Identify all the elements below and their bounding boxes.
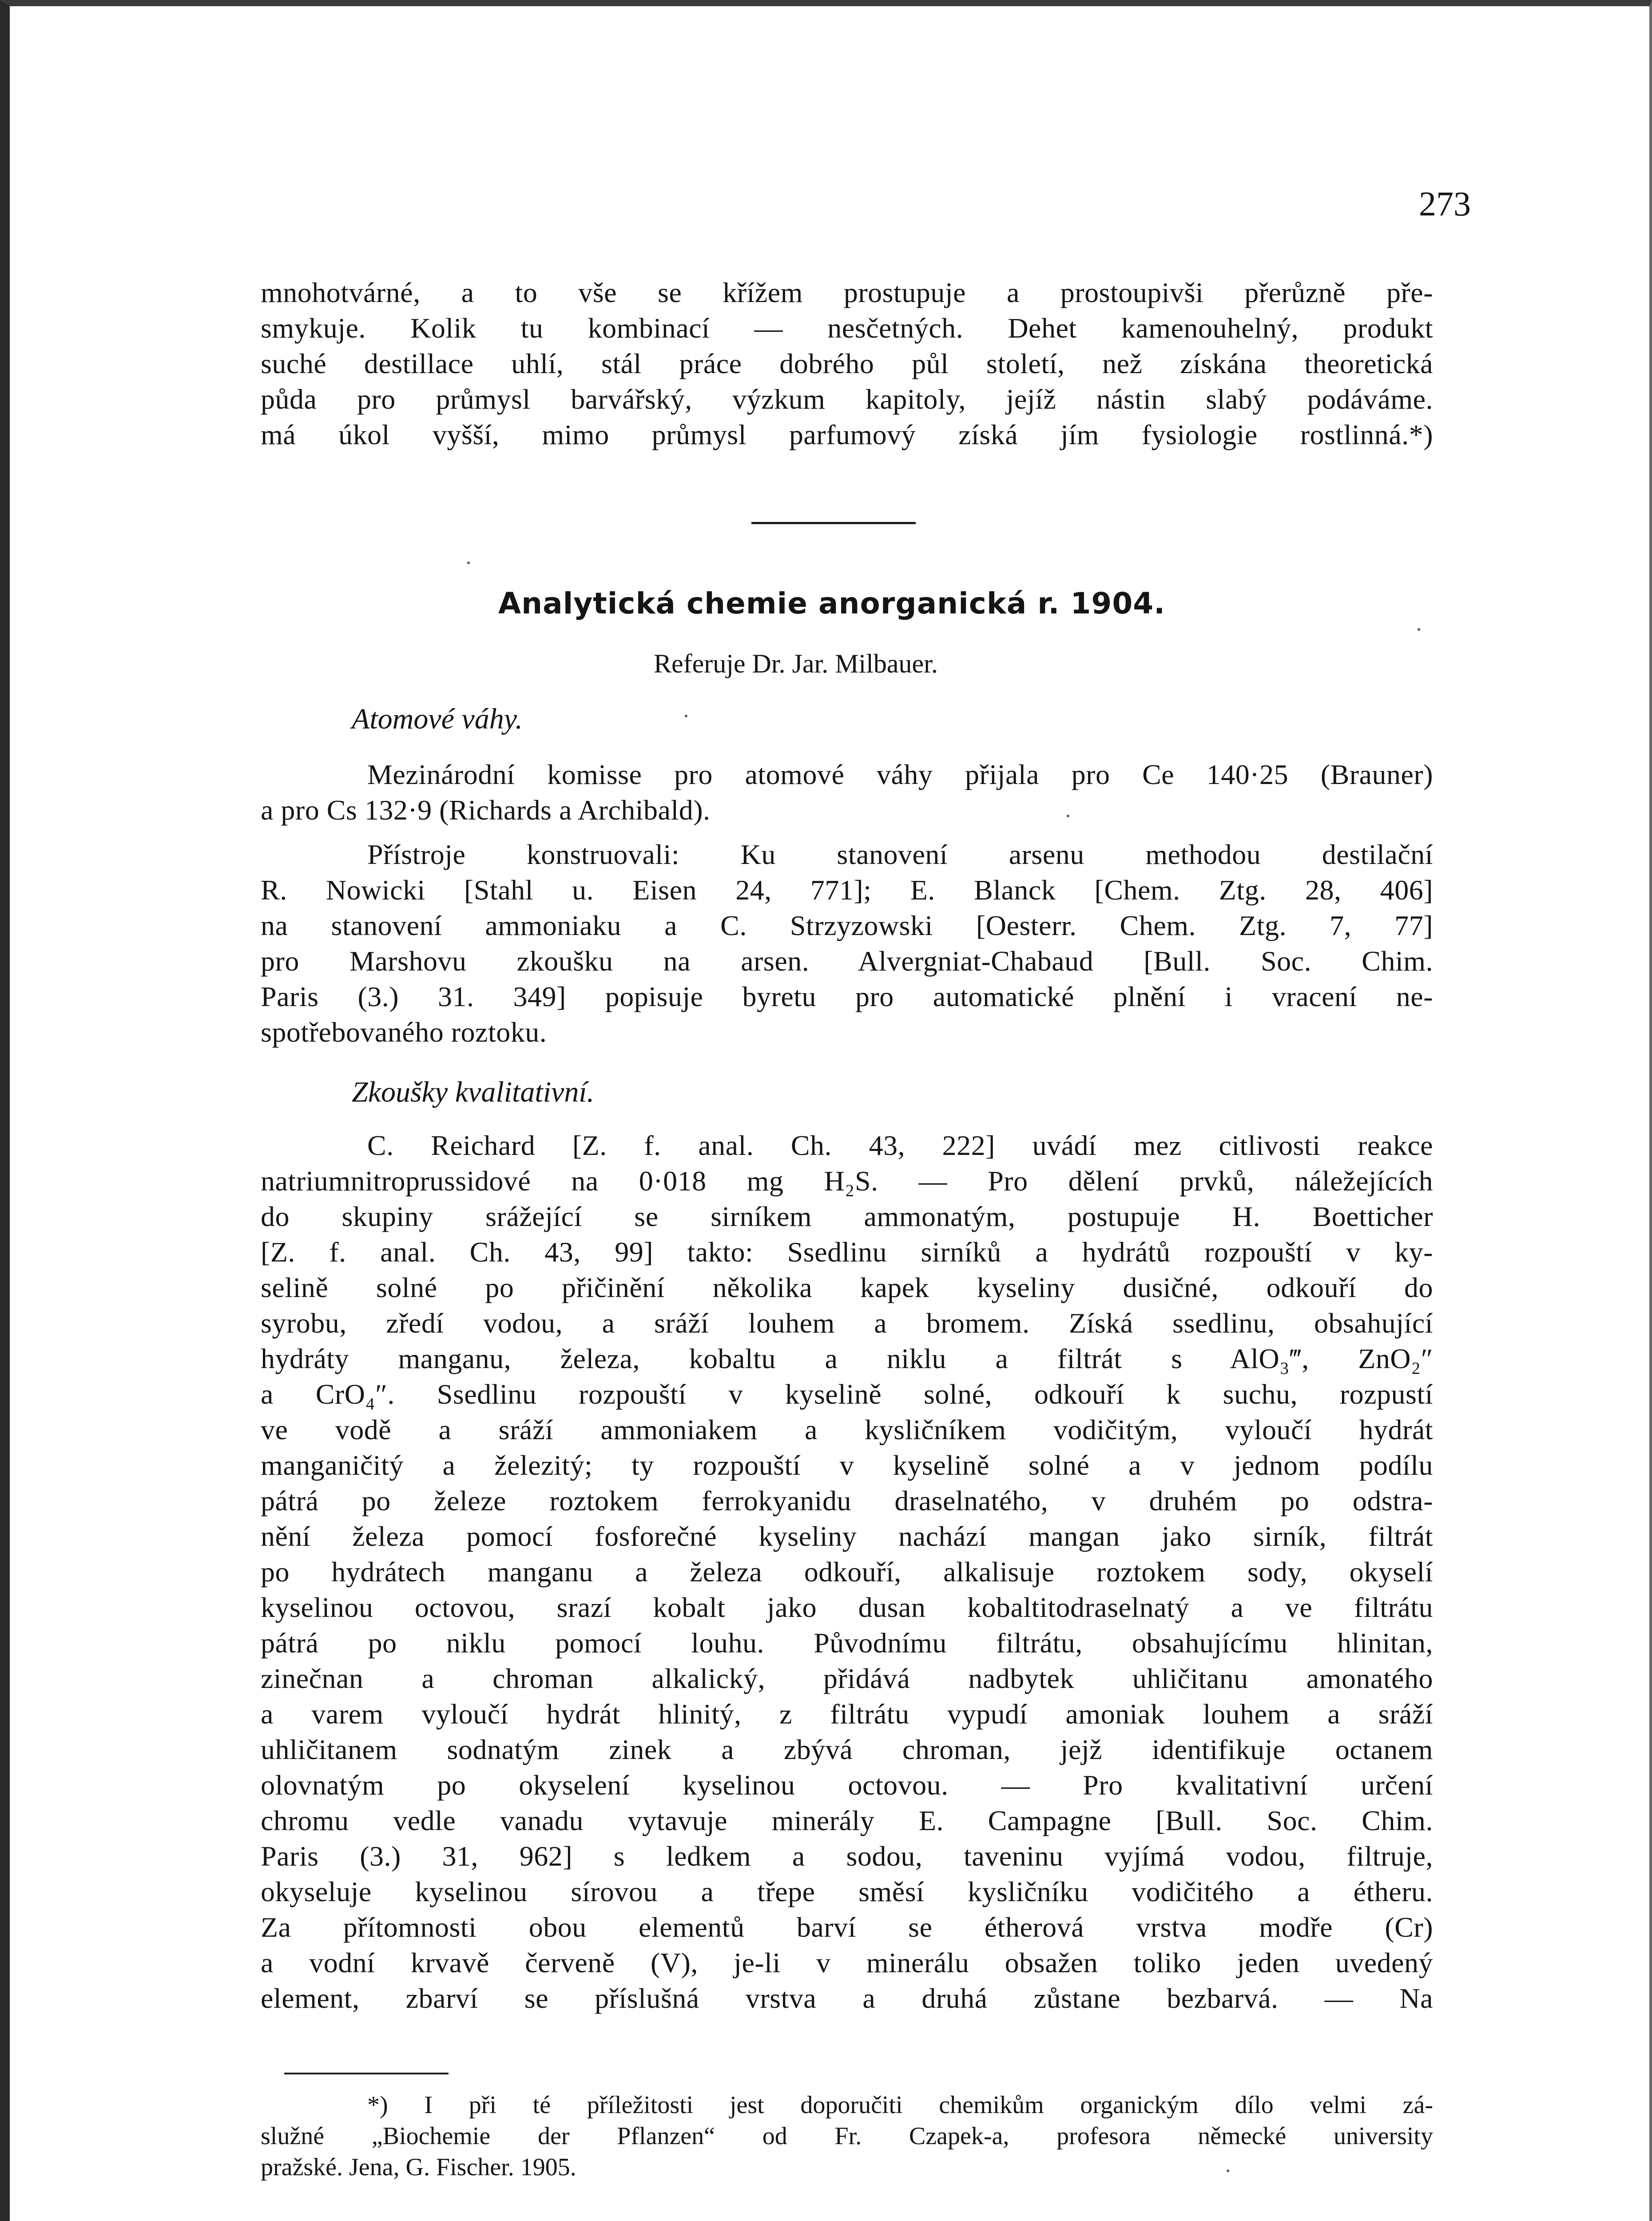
footnote-divider bbox=[284, 2073, 449, 2074]
text-line: mnohotvárné, a to vše se křížem prostupuje a prostoupivši přerůzně pře- bbox=[261, 277, 1433, 308]
text-line: pro Marshovu zkoušku na arsen. Alvergniat-Chabaud [Bull. Soc. Chim. bbox=[261, 945, 1433, 977]
page-number: 273 bbox=[1419, 184, 1471, 223]
text-line: ve vodě a sráží ammoniakem a kysličníkem vodičitým, vyloučí hydrát bbox=[261, 1414, 1433, 1445]
scan-speck bbox=[1418, 628, 1420, 631]
article-byline: Referuje Dr. Jar. Milbauer. bbox=[654, 649, 938, 678]
text-line: element, zbarví se příslušná vrstva a druhá zůstane bezbarvá. — Na bbox=[261, 1982, 1433, 2014]
section-heading-atomic-weights: Atomové váhy. bbox=[352, 703, 523, 735]
text-line: hydráty manganu, železa, kobaltu a niklu a filtrát s AlO₃‴, ZnO₂″ bbox=[261, 1343, 1433, 1374]
text-line: C. Reichard [Z. f. anal. Ch. 43, 222] uvádí mez citlivosti reakce bbox=[367, 1130, 1433, 1161]
text-line: chromu vedle vanadu vytavuje minerály E. Campagne [Bull. Soc. Chim. bbox=[261, 1805, 1433, 1836]
text-line: nění železa pomocí fosforečné kyseliny nachází mangan jako sirník, filtrát bbox=[261, 1520, 1433, 1552]
text-line: do skupiny srážející se sirníkem ammonatým, postupuje H. Boetticher bbox=[261, 1201, 1433, 1232]
text-line: Za přítomnosti obou elementů barví se étherová vrstva modře (Cr) bbox=[261, 1911, 1433, 1943]
section-divider bbox=[751, 522, 916, 524]
scan-speck bbox=[467, 561, 470, 564]
text-line: půda pro průmysl barvářský, výzkum kapitoly, jejíž nástin slabý podáváme. bbox=[261, 383, 1433, 415]
article-title: Analytická chemie anorganická r. 1904. bbox=[498, 586, 1166, 621]
text-line: na stanovení ammoniaku a C. Strzyzowski [Oesterr. Chem. Ztg. 7, 77] bbox=[261, 910, 1433, 941]
text-line: syrobu, zředí vodou, a sráží louhem a bromem. Získá ssedlinu, obsahující bbox=[261, 1307, 1433, 1339]
text-line: manganičitý a železitý; ty rozpouští v kyselině solné a v jednom podílu bbox=[261, 1449, 1433, 1481]
section-heading-qualitative: Zkoušky kvalitativní. bbox=[352, 1076, 595, 1108]
text-line: kyselinou octovou, srazí kobalt jako dusan kobaltitodraselnatý a ve filtrátu bbox=[261, 1592, 1433, 1623]
footnote-line: *) I při té příležitosti jest doporučiti chemikům organickým dílo velmi zá- bbox=[367, 2091, 1433, 2119]
text-line: selině solné po přičinění několika kapek kyseliny dusičné, odkouří do bbox=[261, 1272, 1433, 1303]
qualitative-paragraph bbox=[261, 1128, 1433, 2016]
footnote-line: služné „Biochemie der Pflanzen“ od Fr. Czapek-a, profesora německé university bbox=[261, 2122, 1433, 2150]
text-line: a vodní krvavě červeně (V), je-li v minerálu obsažen toliko jeden uvedený bbox=[261, 1947, 1433, 1978]
text-line: uhličitanem sodnatým zinek a zbývá chroman, jejž identifikuje octanem bbox=[261, 1734, 1433, 1765]
scan-speck bbox=[1067, 815, 1069, 817]
text-line: a varem vyloučí hydrát hlinitý, z filtrátu vypudí amoniak louhem a sráží bbox=[261, 1698, 1433, 1730]
text-line: suché destillace uhlí, stál práce dobrého půl století, než získána theoretická bbox=[261, 348, 1433, 379]
text-line: po hydrátech manganu a železa odkouří, alkalisuje roztokem sody, okyselí bbox=[261, 1556, 1433, 1588]
text-line: okyseluje kyselinou sírovou a třepe směsí kysličníku vodičitého a étheru. bbox=[261, 1876, 1433, 1907]
scan-speck bbox=[685, 715, 687, 717]
text-line: pátrá po železe roztokem ferrokyanidu draselnatého, v druhém po odstra- bbox=[261, 1485, 1433, 1516]
text-line: pátrá po niklu pomocí louhu. Původnímu filtrátu, obsahujícímu hlinitan, bbox=[261, 1627, 1433, 1659]
intro-paragraph bbox=[261, 275, 1433, 453]
text-line: a CrO₄″. Ssedlinu rozpouští v kyselině solné, odkouří k suchu, rozpustí bbox=[261, 1378, 1433, 1410]
scan-speck bbox=[1227, 2169, 1229, 2172]
text-line: smykuje. Kolik tu kombinací — nesčetných. Dehet kamenouhelný, produkt bbox=[261, 312, 1433, 344]
instruments-paragraph bbox=[261, 837, 1433, 1050]
text-line: Přístroje konstruovali: Ku stanovení arsenu methodou destilační bbox=[367, 839, 1433, 870]
text-line: a pro Cs 132·9 (Richards a Archibald). bbox=[261, 794, 711, 826]
text-line: zinečnan a chroman alkalický, přidává nadbytek uhličitanu amonatého bbox=[261, 1663, 1433, 1694]
text-line: natriumnitroprussidové na 0·018 mg H₂S. — Pro dělení prvků, náležejících bbox=[261, 1165, 1433, 1197]
footnote-line: pražské. Jena, G. Fischer. 1905. bbox=[261, 2153, 576, 2181]
text-line: má úkol vyšší, mimo průmysl parfumový získá jím fysiologie rostlinná.*) bbox=[261, 419, 1433, 450]
text-line: R. Nowicki [Stahl u. Eisen 24, 771]; E. Blanck [Chem. Ztg. 28, 406] bbox=[261, 874, 1433, 906]
atomic-weights-paragraph bbox=[261, 757, 1433, 828]
text-line: Mezinárodní komisse pro atomové váhy přijala pro Ce 140·25 (Brauner) bbox=[367, 759, 1433, 790]
text-line: spotřebovaného roztoku. bbox=[261, 1016, 547, 1048]
text-line: Paris (3.) 31, 962] s ledkem a sodou, taveninu vyjímá vodou, filtruje, bbox=[261, 1840, 1433, 1872]
text-line: [Z. f. anal. Ch. 43, 99] takto: Ssedlinu sirníků a hydrátů rozpouští v ky- bbox=[261, 1236, 1433, 1268]
text-line: Paris (3.) 31. 349] popisuje byretu pro automatické plnění i vracení ne- bbox=[261, 981, 1433, 1012]
footnote bbox=[261, 2090, 1433, 2183]
text-line: olovnatým po okyselení kyselinou octovou. — Pro kvalitativní určení bbox=[261, 1769, 1433, 1801]
